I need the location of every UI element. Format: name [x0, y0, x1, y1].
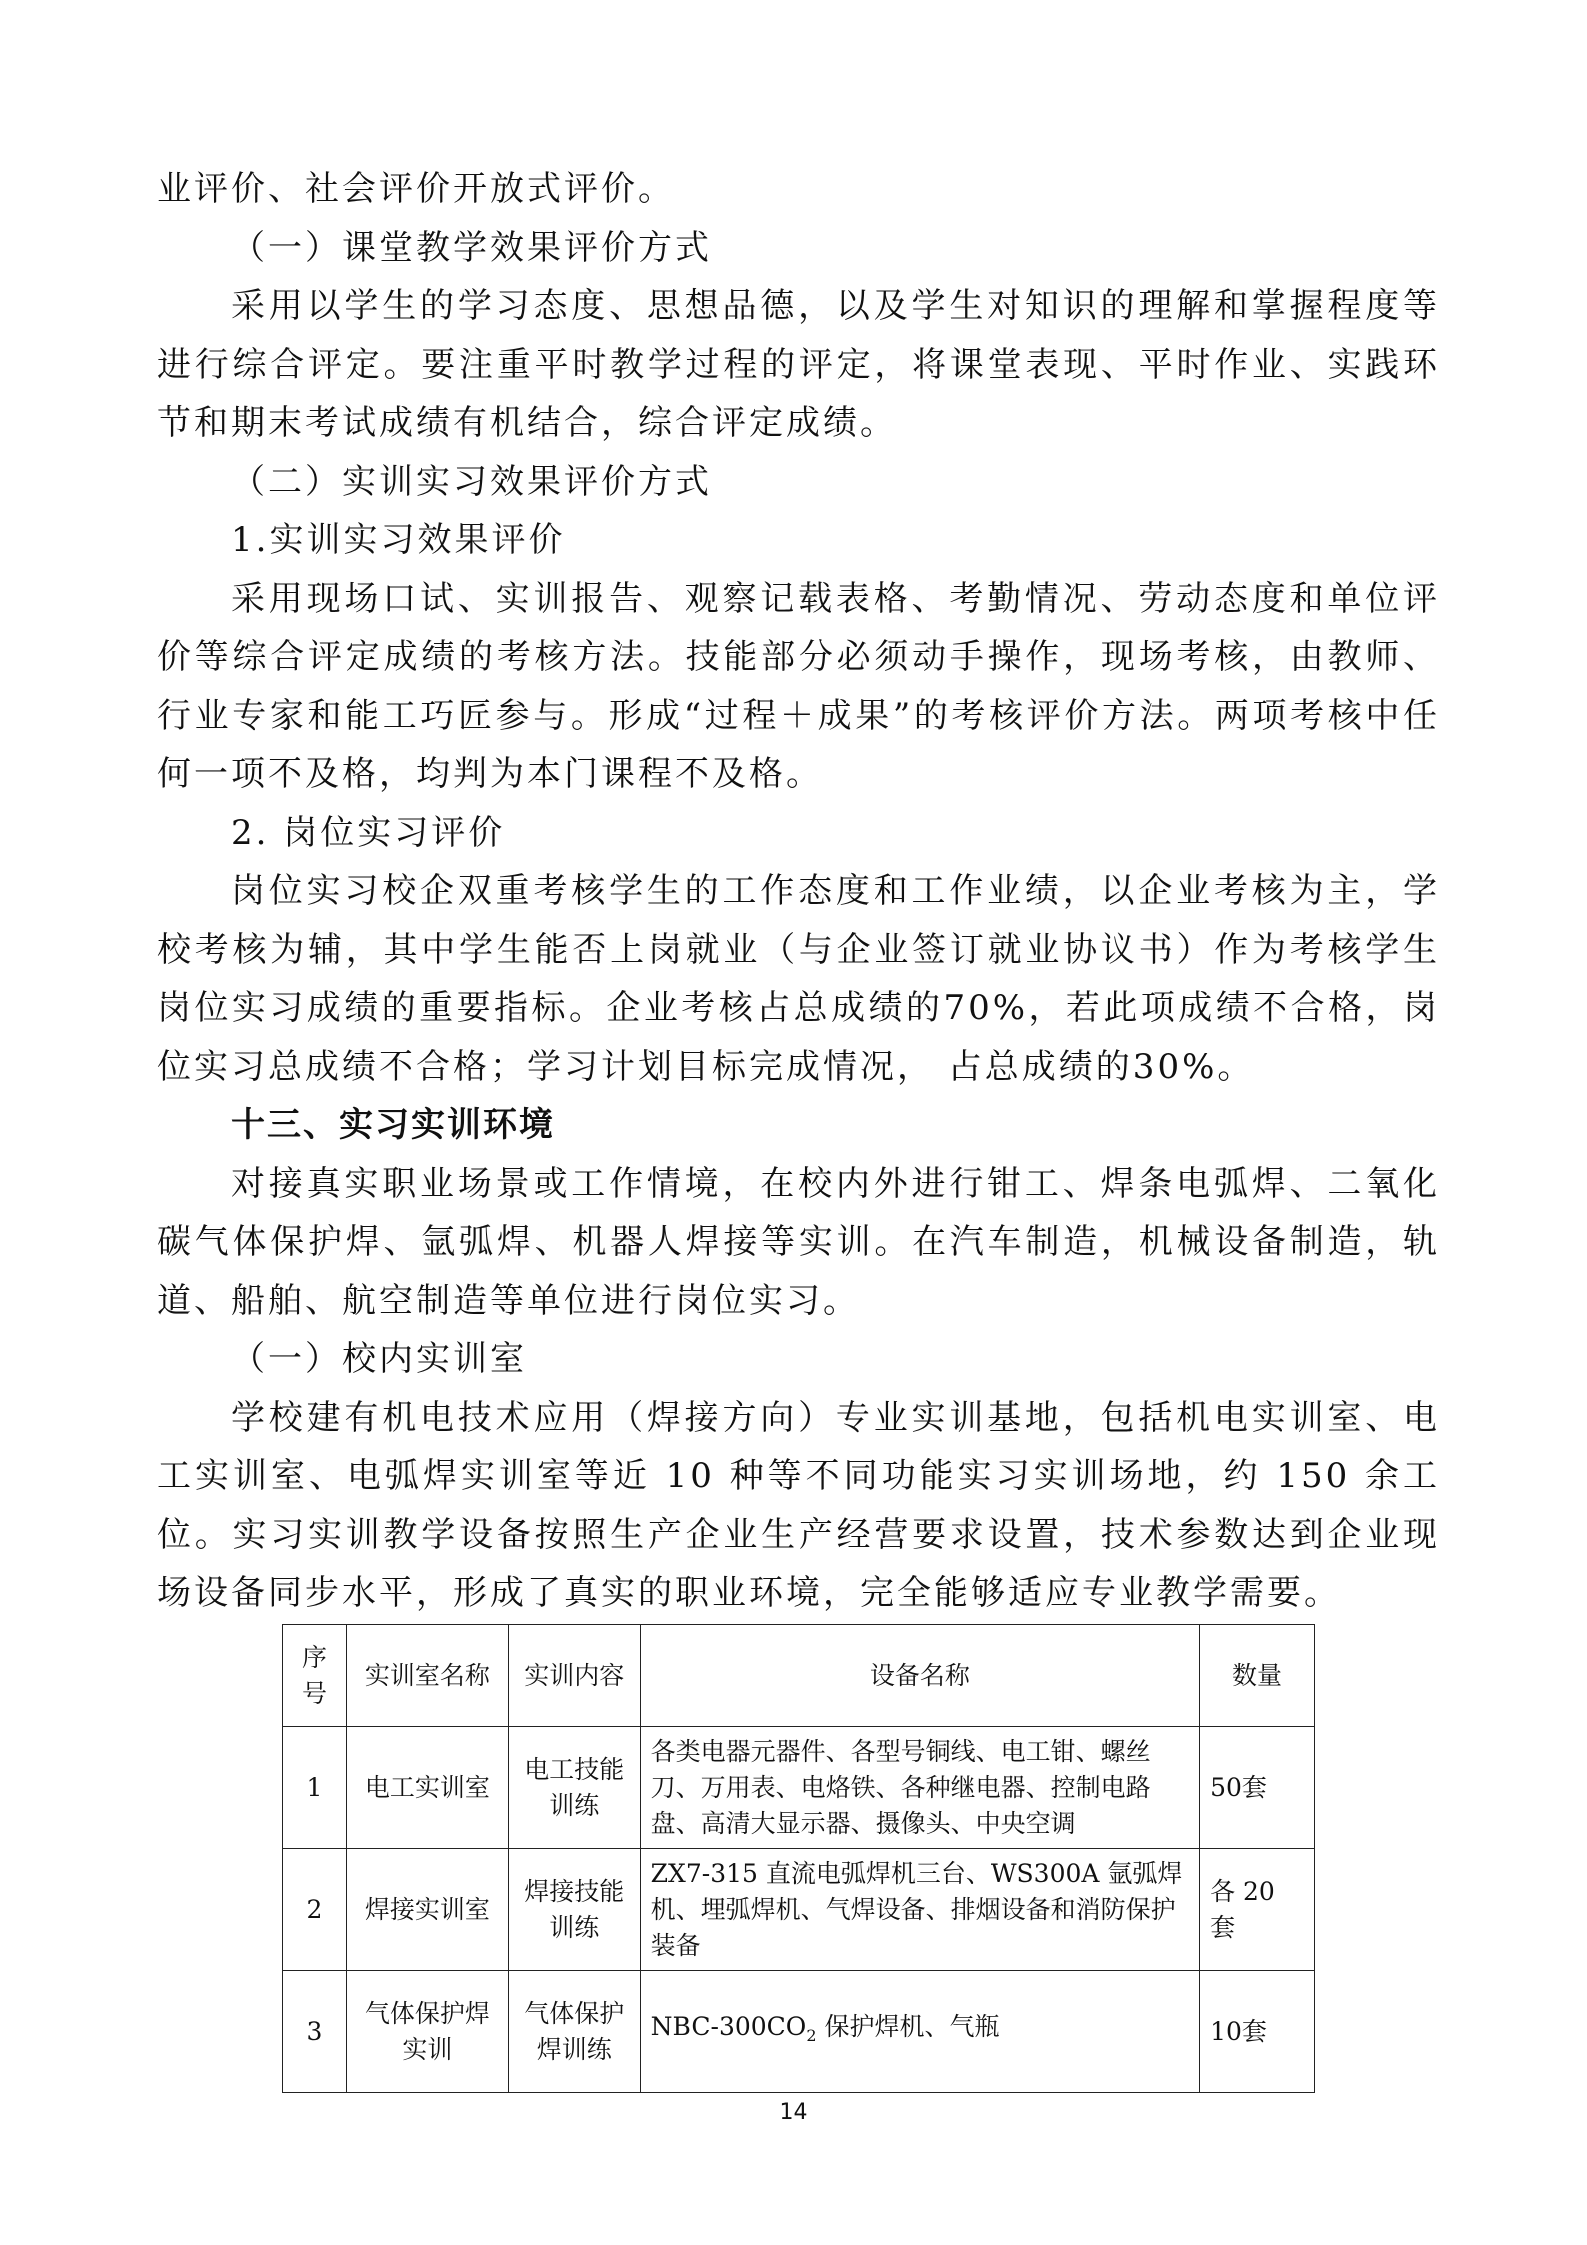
header-qty: 数量 [1200, 1625, 1315, 1727]
header-no: 序号 [283, 1625, 347, 1727]
paragraph-campus-labs: 学校建有机电技术应用（焊接方向）专业实训基地，包括机电实训室、电工实训室、电弧焊实训室等近 10 种等不同功能实习实训场地，约 150 余工位。实习实训教学设备按照生产企业生产经营要求设置，技术参数达到企业现场设备同步水平，形成了真实的职业环境，完全能够适应专业教学需要。 [157, 1397, 1440, 1613]
cell-equipment: ZX7-315 直流电弧焊机三台、WS300A 氩弧焊机、埋弧焊机、气焊设备、排烟设备和消防保护装备 [640, 1849, 1199, 1971]
section-heading-campus-labs: （一）校内实训室 [231, 1339, 527, 1379]
cell-equipment: 各类电器元器件、各型号铜线、电工钳、螺丝刀、万用表、电烙铁、各种继电器、控制电路盘、高清大显示器、摄像头、中央空调 [640, 1727, 1199, 1849]
section-heading-training: （二）实训实习效果评价方式 [231, 461, 712, 502]
paragraph-environment: 对接真实职业场景或工作情境，在校内外进行钳工、焊条电弧焊、二氧化碳气体保护焊、氩弧焊、机器人焊接等实训。在汽车制造，机械设备制造，轨道、船舶、航空制造等单位进行岗位实习。 [157, 1163, 1440, 1321]
cell-room: 气体保护焊实训 [346, 1971, 508, 2093]
paragraph-continuation: 业评价、社会评价开放式评价。 [157, 169, 675, 209]
subheading-training-evaluation: 1.实训实习效果评价 [231, 520, 566, 560]
table-row [283, 1727, 1315, 1849]
cell-content: 电工技能训练 [508, 1727, 640, 1849]
cell-room: 焊接实训室 [346, 1849, 508, 1971]
equipment-suffix: 保护焊机、气瓶 [816, 2012, 1000, 2041]
table-row [283, 1971, 1315, 2093]
header-equipment: 设备名称 [640, 1625, 1199, 1727]
chapter-heading-environment: 十三、实习实训环境 [231, 1105, 555, 1145]
paragraph-training-evaluation: 采用现场口试、实训报告、观察记载表格、考勤情况、劳动态度和单位评价等综合评定成绩的考核方法。技能部分必须动手操作，现场考核，由教师、行业专家和能工巧匠参与。形成“过程＋成果”的考核评价方法。两项考核中任何一项不及格，均判为本门课程不及格。 [157, 578, 1440, 794]
cell-qty: 50套 [1200, 1727, 1315, 1849]
cell-no: 1 [283, 1727, 347, 1849]
cell-room: 电工实训室 [346, 1727, 508, 1849]
page-number: 14 [779, 2100, 808, 2125]
equipment-table [282, 1624, 1315, 2093]
equipment-prefix: NBC-300CO [650, 2012, 807, 2041]
table-row [283, 1849, 1315, 1971]
header-room: 实训室名称 [346, 1625, 508, 1727]
cell-qty: 10套 [1200, 1971, 1315, 2093]
table-header-row [283, 1625, 1315, 1727]
cell-content: 气体保护焊训练 [508, 1971, 640, 2093]
cell-equipment [640, 1971, 1199, 2093]
paragraph-classroom-evaluation: 采用以学生的学习态度、思想品德，以及学生对知识的理解和掌握程度等进行综合评定。要注重平时教学过程的评定，将课堂表现、平时作业、实践环节和期末考试成绩有机结合，综合评定成绩。 [157, 286, 1440, 443]
cell-qty: 各 20 套 [1200, 1849, 1315, 1971]
header-content: 实训内容 [508, 1625, 640, 1727]
cell-content: 焊接技能训练 [508, 1849, 640, 1971]
subheading-internship-evaluation: 2. 岗位实习评价 [231, 812, 506, 853]
section-heading-classroom: （一）课堂教学效果评价方式 [231, 227, 712, 268]
paragraph-internship-evaluation: 岗位实习校企双重考核学生的工作态度和工作业绩，以企业考核为主，学校考核为辅，其中学生能否上岗就业（与企业签订就业协议书）作为考核学生岗位实习成绩的重要指标。企业考核占总成绩的70%，若此项成绩不合格，岗位实习总成绩不合格；学习计划目标完成情况， 占总成绩的30%。 [157, 871, 1440, 1087]
cell-no: 2 [283, 1849, 347, 1971]
equipment-subscript: 2 [806, 2026, 817, 2045]
page-content [157, 160, 1440, 1623]
cell-no: 3 [283, 1971, 347, 2093]
